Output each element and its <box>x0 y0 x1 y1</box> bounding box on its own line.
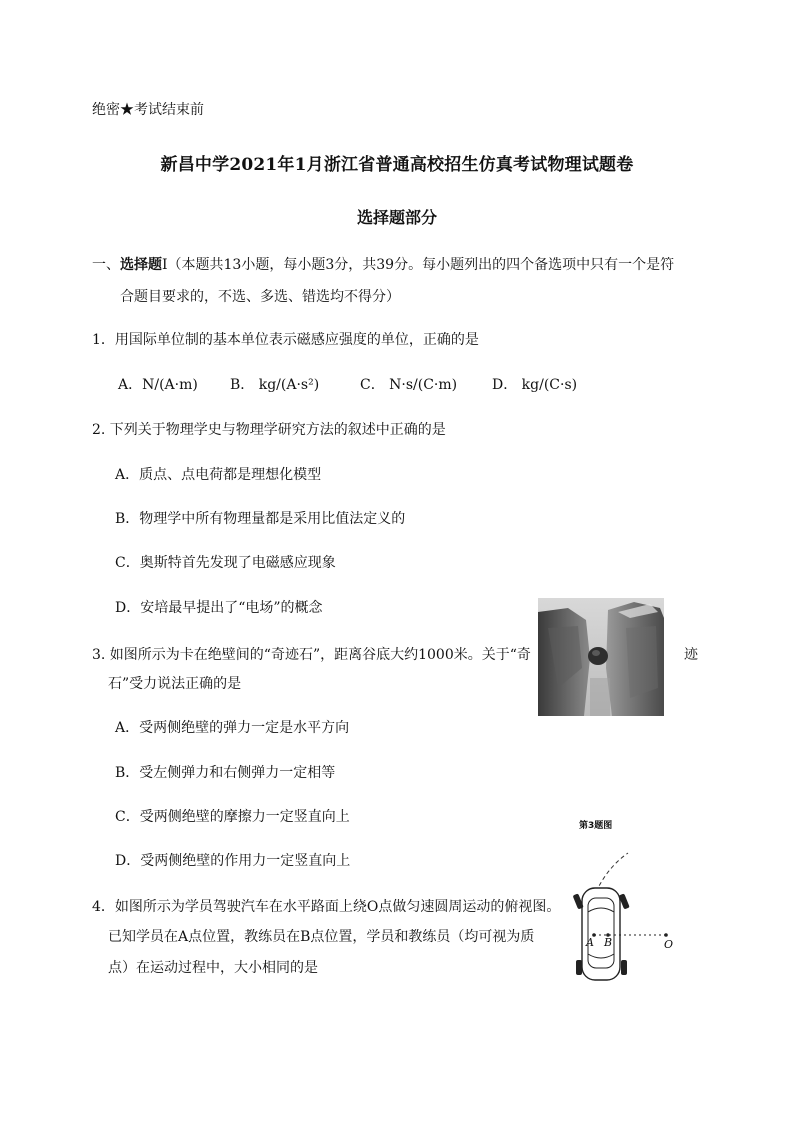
trajectory-arc <box>596 853 628 892</box>
question-3-stem-line1-end: 迹 <box>684 647 698 663</box>
question-2-option-a: A．质点、点电荷都是理想化模型 <box>115 467 322 483</box>
question-1-option-c: C． N·s/(C·m) <box>360 377 458 393</box>
question-4-line3: 点）在运动过程中，大小相同的是 <box>108 960 318 976</box>
part-heading-prefix: 一、 <box>92 257 120 273</box>
question-4-line1: 4．如图所示为学员驾驶汽车在水平路面上绕O点做匀速圆周运动的俯视图。 <box>92 899 561 915</box>
question-3-option-b: B．受左侧弹力和右侧弹力一定相等 <box>115 765 336 781</box>
part-heading-bold: 选择题 <box>120 257 162 273</box>
label-b: B <box>604 936 613 949</box>
question-4-line2: 已知学员在A点位置，教练员在B点位置，学员和教练员（均可视为质 <box>108 929 535 945</box>
miracle-rock-photo <box>538 598 664 716</box>
question-2-option-c: C．奥斯特首先发现了电磁感应现象 <box>115 555 336 571</box>
question-1-option-b: B． kg/(A·s²) <box>230 377 320 393</box>
question-2-stem: 2. 下列关于物理学史与物理学研究方法的叙述中正确的是 <box>92 422 446 438</box>
question-1-option-a: A．N/(A·m) <box>118 377 198 393</box>
confidential-note: 绝密★考试结束前 <box>92 102 204 118</box>
question-2-option-b: B．物理学中所有物理量都是采用比值法定义的 <box>115 511 406 527</box>
section-title: 选择题部分 <box>356 208 437 227</box>
page-title: 新昌中学2021年1月浙江省普通高校招生仿真考试物理试题卷 <box>160 155 634 175</box>
part-heading-rest: Ⅰ（本题共13小题，每小题3分，共39分。每小题列出的四个备选项中只有一个是符 <box>162 257 675 273</box>
miracle-rock-image <box>538 598 664 716</box>
label-o: O <box>664 938 674 951</box>
label-a: A <box>586 936 594 949</box>
part-heading-line2: 合题目要求的，不选、多选、错选均不得分） <box>120 289 400 305</box>
question-3-figure-caption: 第3题图 <box>579 821 613 831</box>
question-1-stem: 1．用国际单位制的基本单位表示磁感应强度的单位，正确的是 <box>92 332 479 348</box>
car-diagram-svg <box>570 850 680 985</box>
question-1-option-d: D． kg/(C·s) <box>492 377 578 393</box>
question-3-stem-line1: 3. 如图所示为卡在绝壁间的“奇迹石”，距离谷底大约1000米。关于“奇 <box>92 647 531 663</box>
center-point-o <box>664 933 668 937</box>
question-2-option-d: D．安培最早提出了“电场”的概念 <box>115 600 323 616</box>
question-3-option-c: C．受两侧绝壁的摩擦力一定竖直向上 <box>115 809 350 825</box>
question-3-option-d: D．受两侧绝壁的作用力一定竖直向上 <box>115 853 351 869</box>
question-3-option-a: A．受两侧绝壁的弹力一定是水平方向 <box>115 720 350 736</box>
part-heading <box>92 255 674 275</box>
car-top-view-diagram <box>570 850 680 985</box>
question-3-stem-line2: 石”受力说法正确的是 <box>108 676 242 692</box>
